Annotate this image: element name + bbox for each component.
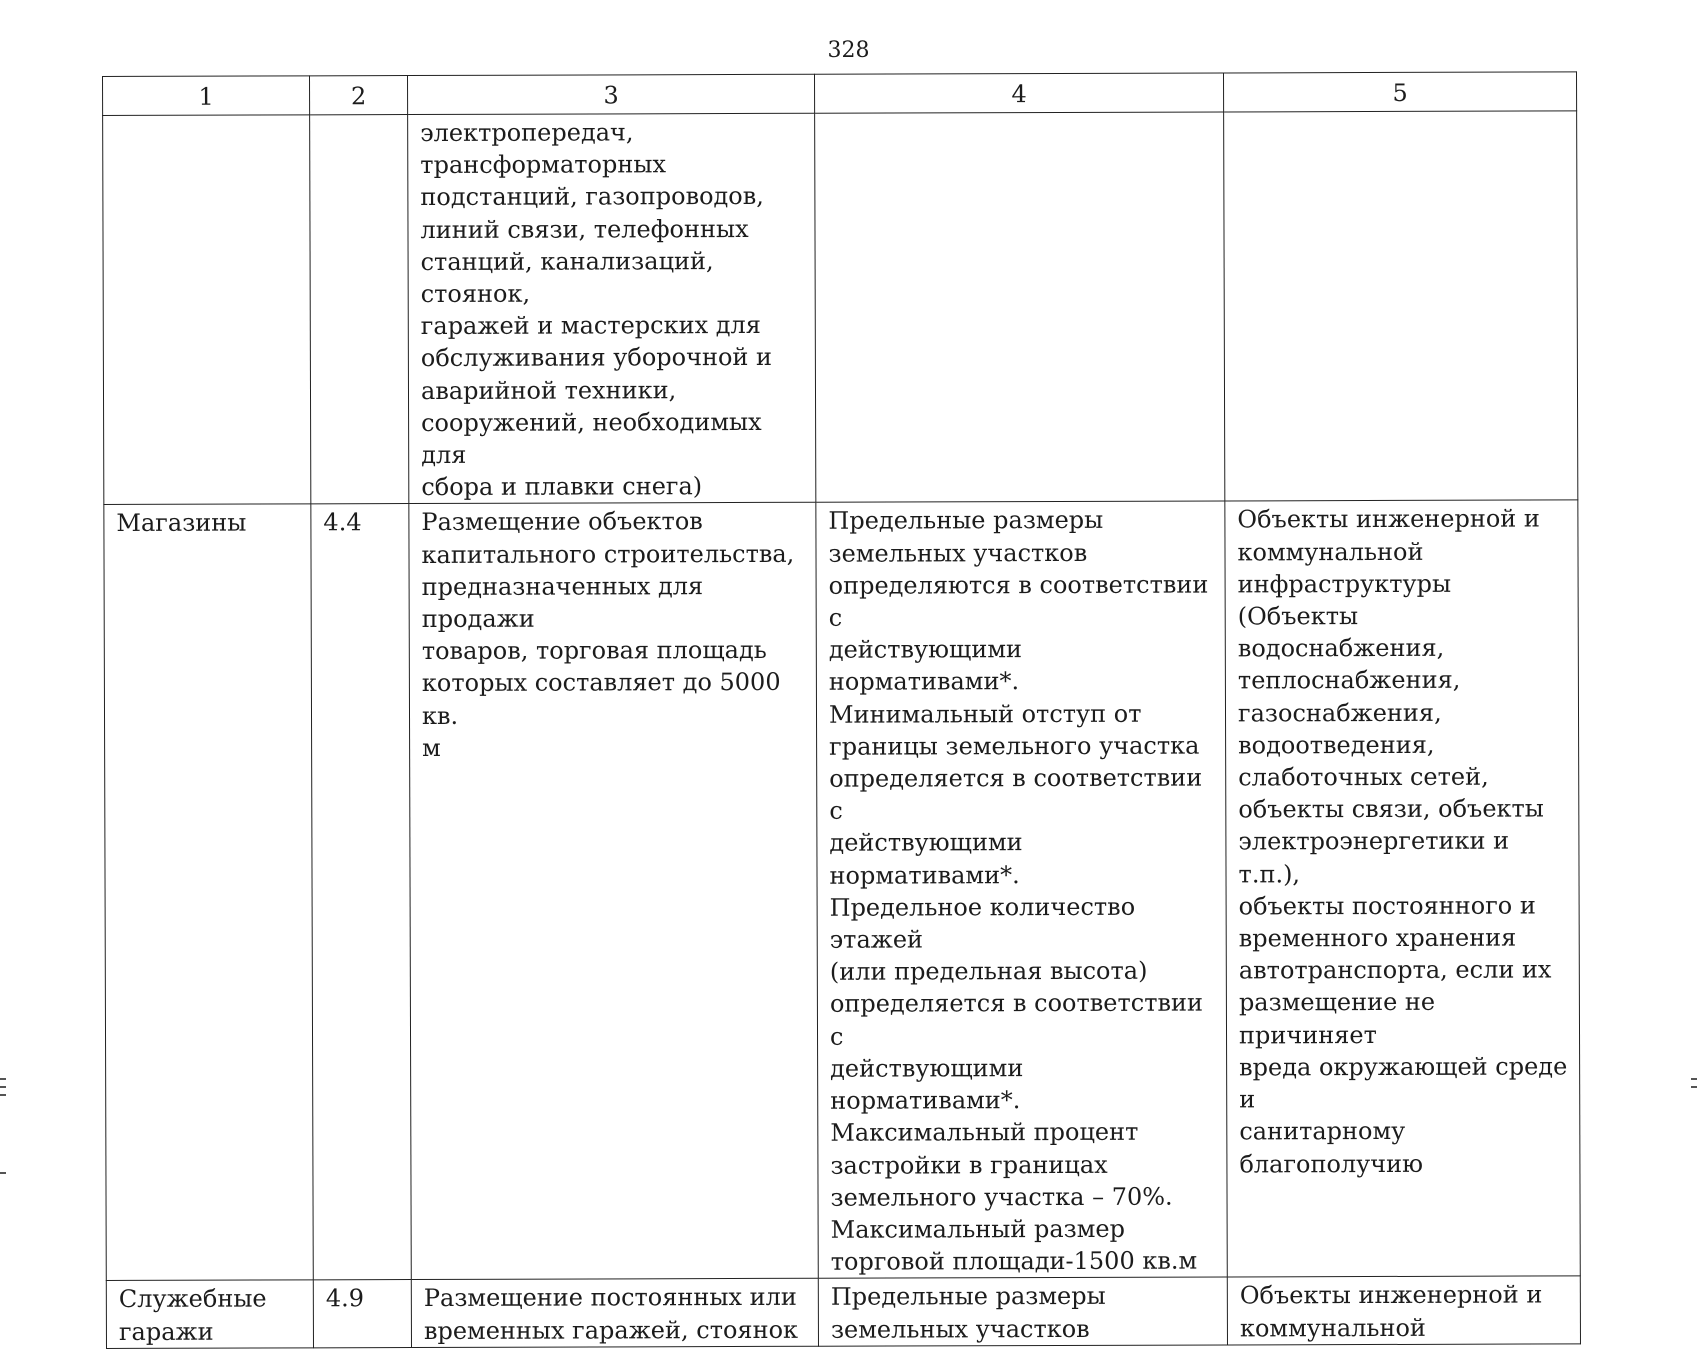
cell-name: Магазины xyxy=(104,504,313,1281)
scan-edge-mark xyxy=(0,1094,6,1096)
column-header-1: 1 xyxy=(103,76,310,116)
cell-name xyxy=(103,115,311,505)
cell-auxiliary xyxy=(1224,111,1578,502)
column-header-2: 2 xyxy=(310,76,408,115)
cell-parameters: Предельные размеры земельных участков определяются в соответствии с действующими нормативами*. Минимальный отступ от границы земельного участка определяется в соответствии с действующими нормативами*. Предельное количество этажей (или предельная высота) определяется в соответствии с действующими нормативами*. Максимальный процент застройки в границах земельного участка – 70%. Максимальный размер торговой площади-1500 кв.м xyxy=(816,501,1227,1278)
table-row xyxy=(103,111,1578,505)
cell-description: Размещение постоянных или временных гаражей, стоянок xyxy=(411,1279,818,1348)
table-row xyxy=(104,500,1580,1281)
scan-edge-mark xyxy=(1691,1078,1697,1080)
table-header-row xyxy=(103,72,1577,116)
cell-parameters xyxy=(815,112,1225,503)
scan-edge-mark xyxy=(1691,1086,1697,1088)
table-row xyxy=(106,1276,1580,1348)
cell-name: Служебные гаражи xyxy=(106,1280,313,1348)
cell-code xyxy=(310,115,409,505)
column-header-3: 3 xyxy=(408,74,815,114)
cell-code: 4.9 xyxy=(313,1280,411,1348)
cell-auxiliary: Объекты инженерной и коммунальной xyxy=(1227,1276,1580,1345)
cell-auxiliary: Объекты инженерной и коммунальной инфраструктуры (Объекты водоснабжения, теплоснабжения, газоснабжения, водоотведения, слаботочных сетей, объекты связи, объекты электроэнергетики и т.п.), объекты постоянного и временного хранения автотранспорта, если их размещение не причиняет вреда окружающей среде и санитарному благополучию xyxy=(1225,500,1580,1277)
regulations-table xyxy=(102,71,1581,1348)
cell-code: 4.4 xyxy=(311,504,411,1280)
cell-parameters: Предельные размеры земельных участков xyxy=(818,1277,1227,1346)
scan-edge-mark xyxy=(0,1086,6,1088)
cell-description: Размещение объектов капитального строительства, предназначенных для продажи товаров, торговая площадь которых составляет до 5000 кв. м xyxy=(409,503,818,1280)
page-number: 328 xyxy=(827,38,870,63)
scan-edge-mark xyxy=(0,1078,6,1080)
scan-edge-mark xyxy=(0,1172,6,1174)
column-header-5: 5 xyxy=(1223,72,1576,112)
column-header-4: 4 xyxy=(814,73,1223,113)
cell-description: электропередач, трансформаторных подстанций, газопроводов, линий связи, телефонных станций, канализаций, стоянок, гаражей и мастерских для обслуживания уборочной и аварийной техники, сооружений, необходимых для сбора и плавки снега) xyxy=(408,113,816,504)
